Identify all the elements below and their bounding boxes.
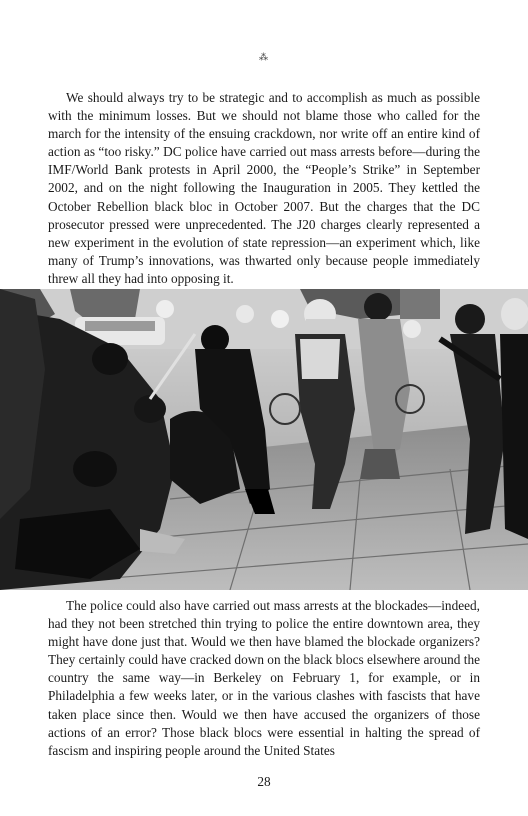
body-paragraph-1: We should always try to be strategic and to accomplish as much as possible with the minimum losses. But we should not blame those who called for the march for the intensity of the ensuing crackdown, nor write off an entire kind of action as “too risky.” DC police have carried out mass arrests before—during the IMF/World Bank protests in April 2000, the “People’s Strike” in September 2002, and on the night following the Inauguration in 2005. They kettled the October Rebellion black bloc in October 2007. But the charges that the DC prosecutor pressed were unprecedented. The J20 charges clearly represented a new experiment in the evolution of state repression—an experiment which, like many of Trump’s innovations, was thwarted only because people immediately threw all they had into opposing it. [48, 90, 480, 286]
ornament: ⁂ [259, 52, 269, 62]
protest-photo [0, 289, 528, 590]
body-paragraph-2: The police could also have carried out mass arrests at the blockades—indeed, had they not been stretched thin trying to police the entire downtown area, they might have done just that. Would we then have blamed the blockade organizers? They certainly could have cracked down on the black blocs elsewhere around the country the same way—in Berkeley on February 1, for example, or in Philadelphia a few weeks later, or in the various clashes with fascists that have taken place since then. Would we then have accused the organizers of those actions of an error? Those black blocs were essential in halting the spread of fascism and inspiring people around the United States [48, 598, 480, 758]
page-number: 28 [257, 774, 271, 789]
photo-illustration [0, 289, 528, 590]
